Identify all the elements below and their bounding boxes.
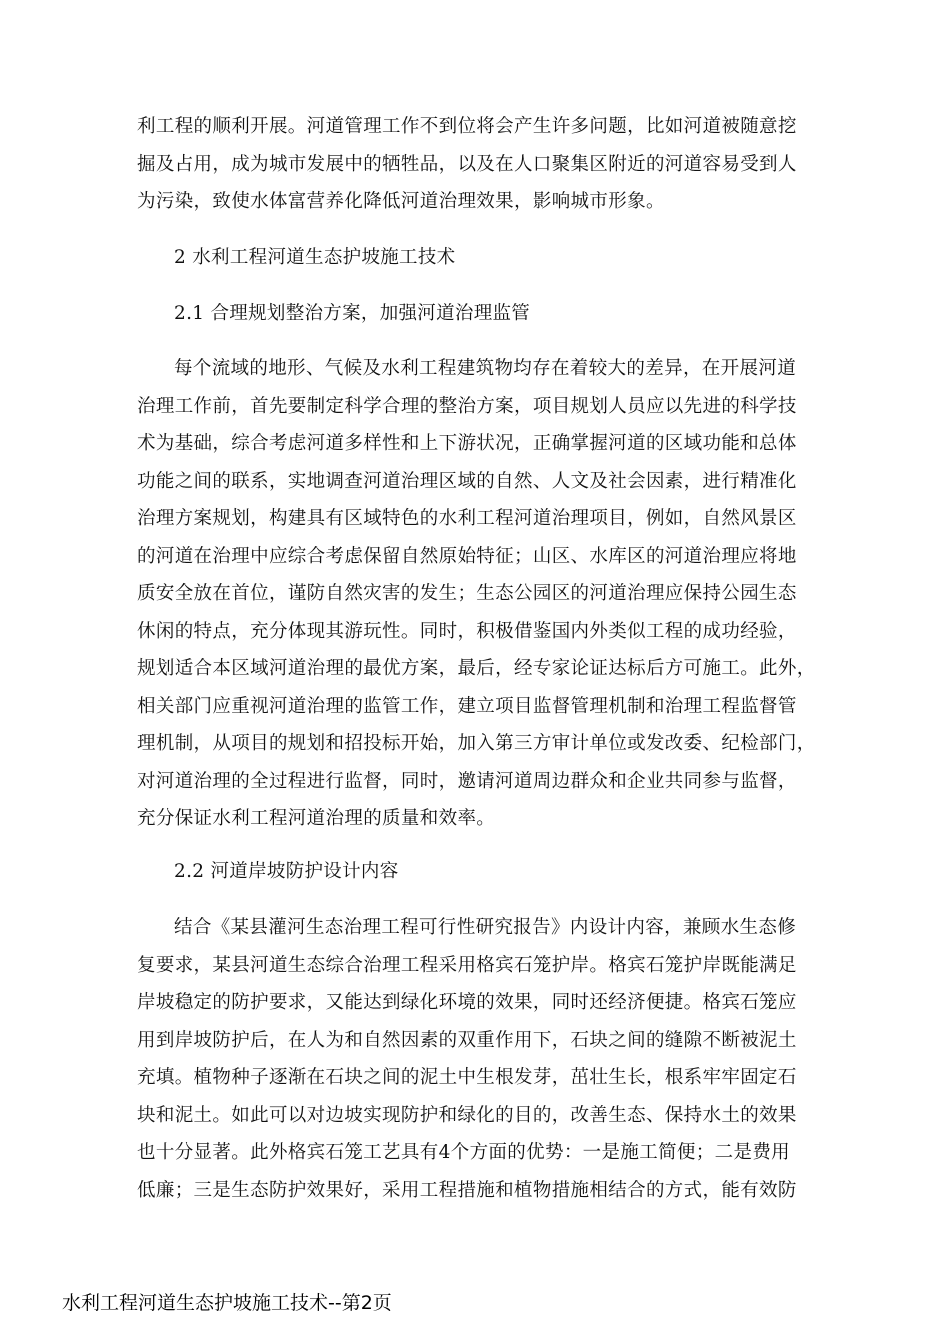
- text-line: 治理工作前，首先要制定科学合理的整治方案，项目规划人员应以先进的科学技: [137, 395, 797, 417]
- text-line: 休闲的特点，充分体现其游玩性。同时，积极借鉴国内外类似工程的成功经验，: [137, 620, 797, 642]
- text-line: 复要求，某县河道生态综合治理工程采用格宾石笼护岸。格宾石笼护岸既能满足: [137, 954, 797, 976]
- text-line: 充分保证水利工程河道治理的质量和效率。: [137, 808, 496, 829]
- text-line: 低廉；三是生态防护效果好，采用工程措施和植物措施相结合的方式，能有效防: [137, 1179, 797, 1201]
- text-line: 用到岸坡防护后，在人为和自然因素的双重作用下，石块之间的缝隙不断被泥土: [137, 1029, 797, 1051]
- text-line: 功能之间的联系，实地调查河道治理区域的自然、人文及社会因素，进行精准化: [137, 470, 797, 492]
- text-line: 每个流域的地形、气候及水利工程建筑物均存在着较大的差异，在开展河道: [174, 358, 797, 379]
- paragraph-design: [137, 909, 817, 1209]
- paragraph-planning: [137, 350, 817, 838]
- text-line: 术为基础，综合考虑河道多样性和上下游状况，正确掌握河道的区域功能和总体: [137, 433, 797, 454]
- section-heading-2: [174, 239, 854, 277]
- text-line: 质安全放在首位，谨防自然灾害的发生；生态公园区的河道治理应保持公园生态: [137, 583, 797, 604]
- text-line: 为污染，致使水体富营养化降低河道治理效果，影响城市形象。: [137, 191, 665, 212]
- text-line: 掘及占用，成为城市发展中的牺牲品，以及在人口聚集区附近的河道容易受到人: [137, 153, 797, 175]
- text-line: 治理方案规划，构建具有区域特色的水利工程河道治理项目，例如，自然风景区: [137, 508, 797, 529]
- text-line: 理机制，从项目的规划和招投标开始，加入第三方审计单位或发改委、纪检部门，: [137, 733, 816, 754]
- text-line: 块和泥土。如此可以对边坡实现防护和绿化的目的，改善生态、保持水土的效果: [137, 1104, 797, 1126]
- heading-text: 2 水利工程河道生态护坡施工技术: [174, 247, 456, 268]
- heading-text: 2.1 合理规划整治方案，加强河道治理监管: [174, 303, 531, 324]
- text-line: 利工程的顺利开展。河道管理工作不到位将会产生许多问题，比如河道被随意挖: [137, 116, 797, 137]
- subsection-heading-2-1: [174, 295, 854, 333]
- text-line: 岸坡稳定的防护要求，又能达到绿化环境的效果，同时还经济便捷。格宾石笼应: [137, 992, 797, 1013]
- text-line: 结合《某县灌河生态治理工程可行性研究报告》内设计内容，兼顾水生态修: [174, 917, 797, 938]
- page-footer: 水利工程河道生态护坡施工技术--第2页: [62, 1292, 392, 1314]
- text-line: 也十分显著。此外格宾石笼工艺具有4个方面的优势：一是施工简便；二是费用: [137, 1142, 791, 1163]
- heading-text: 2.2 河道岸坡防护设计内容: [174, 861, 399, 882]
- text-line: 规划适合本区域河道治理的最优方案，最后，经专家论证达标后方可施工。此外，: [137, 658, 816, 679]
- text-line: 相关部门应重视河道治理的监管工作，建立项目监督管理机制和治理工程监督管: [137, 695, 797, 717]
- text-line: 对河道治理的全过程进行监督，同时，邀请河道周边群众和企业共同参与监督，: [137, 770, 797, 792]
- text-line: 的河道在治理中应综合考虑保留自然原始特征；山区、水库区的河道治理应将地: [137, 545, 797, 567]
- text-line: 充填。植物种子逐渐在石块之间的泥土中生根发芽，茁壮生长，根系牢牢固定石: [137, 1067, 797, 1088]
- paragraph-intro: [137, 108, 817, 221]
- subsection-heading-2-2: [174, 853, 854, 891]
